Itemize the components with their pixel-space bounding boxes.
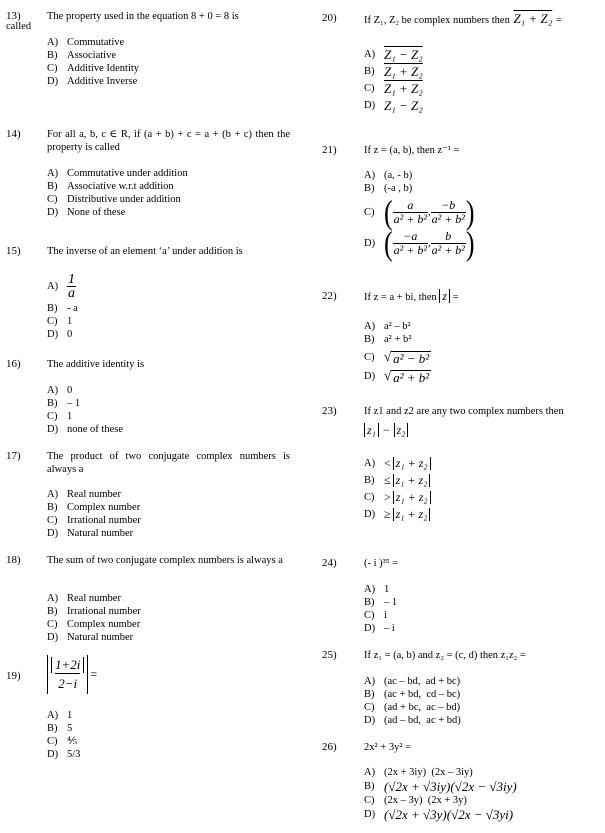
question-number: 22) <box>322 290 337 302</box>
option-c: C) ( $\frac{a}{\text{a² + b²}}$ , $\frac{-b}{\text{a² + b²}}$ ) <box>364 193 475 231</box>
option-d: D) Natural number <box>47 528 134 539</box>
options <box>47 36 139 88</box>
option-d: D) 5/3 <box>47 749 81 760</box>
options <box>364 169 475 262</box>
option-c: C) ⅘ <box>47 736 78 747</box>
option-a: A) a² – b² <box>364 321 411 332</box>
question-number: 26) <box>322 741 337 753</box>
option-c: C) 1 <box>47 411 73 422</box>
question-number: 17) <box>6 450 21 462</box>
question-text: The product of two conjugate complex numbers is always a <box>47 451 290 475</box>
options <box>47 384 123 436</box>
option-d: D) √ a² + b² <box>364 368 430 385</box>
modulus: z <box>439 289 450 303</box>
options <box>47 271 78 341</box>
option-c: C) > z₁ + z₂ <box>364 491 431 504</box>
option-a: A) 1 <box>364 584 390 595</box>
option-d: D) none of these <box>47 424 123 435</box>
option-a: A) Commutative under addition <box>47 168 188 179</box>
option-a: A) (ac – bd, ad + bc) <box>364 676 461 687</box>
options <box>47 488 141 540</box>
option-d: D) Z₁ − Z₂ <box>364 98 423 113</box>
question-text: If z = (a, b), then z⁻¹ = <box>364 145 460 156</box>
question-number: 19) <box>6 670 21 682</box>
option-c: C) 1 <box>47 316 73 327</box>
option-a: A) 0 <box>47 385 73 396</box>
option-d: D) Natural number <box>47 632 134 643</box>
question-text: If z = a + bi, then z = <box>364 289 459 303</box>
option-c: C) i <box>364 610 387 621</box>
question-number: 23) <box>322 405 337 417</box>
question-expression: z₁ − z₂ <box>364 421 408 439</box>
option-c: C) (ad + bc, ac – bd) <box>364 702 461 713</box>
option-b: B) - a <box>47 303 78 314</box>
question-number: 24) <box>322 557 337 569</box>
option-c: C) √ a² − b² <box>364 349 430 366</box>
option-b: B) Associative w.r.t addition <box>47 181 174 192</box>
option-d: D) (√2x + √3y)(√2x − √3yi) <box>364 807 514 822</box>
option-d: D) (ad – bd, ac + bd) <box>364 715 461 726</box>
option-a: A) Commutative <box>47 37 125 48</box>
option-b: B) Irrational number <box>47 606 141 617</box>
option-d: D) None of these <box>47 207 126 218</box>
option-c: C) Irrational number <box>47 515 141 526</box>
question-number: 16) <box>6 358 21 370</box>
question-number: 25) <box>322 649 337 661</box>
option-b: B) (-a , b) <box>364 183 413 194</box>
option-d: D) 0 <box>47 329 73 340</box>
option-a: A) Z₁ − Z₂ <box>364 47 423 62</box>
option-a: A) 1 <box>47 710 73 721</box>
question-text: The sum of two conjugate complex numbers is always a <box>47 555 283 566</box>
question-number: 15) <box>6 245 21 257</box>
question-text: For all a, b, c ∈ R, if (a + b) + c = a + (b + c) then the property is called <box>47 129 290 153</box>
option-a: A) (2x + 3iy) (2x – 3iy) <box>364 767 473 778</box>
question-expression: $\frac{1+2i}{2-i}$ = <box>47 655 97 694</box>
question-number: 13) <box>6 10 21 22</box>
option-d: D) ( $\frac{-a}{\text{a² + b²}}$ , $\frac{b}{\text{a² + b²}}$ ) <box>364 224 475 262</box>
option-b: B) ≤ z₁ + z₂ <box>364 474 431 487</box>
question-text: The property used in the equation 8 + 0 = 8 is <box>47 11 239 22</box>
options <box>47 167 188 219</box>
question-number: 20) <box>322 12 337 24</box>
question-text: 2x² + 3y² = <box>364 742 412 753</box>
question-text: (- i )³⁵ = <box>364 558 399 569</box>
option-b: B) – 1 <box>47 398 81 409</box>
option-c: C) Distributive under addition <box>47 194 181 205</box>
question-number: 21) <box>322 144 337 156</box>
option-c: C) Complex number <box>47 619 141 630</box>
question-text: If z1 and z2 are any two complex numbers then <box>364 406 564 417</box>
conjugate-expression: Z₁ + Z₂ <box>513 11 553 26</box>
question-number: 18) <box>6 554 21 566</box>
option-b: B) Associative <box>47 50 116 61</box>
option-b: B) Complex number <box>47 502 141 513</box>
question-text: The inverse of an element ‘a’ under addition is <box>47 246 243 257</box>
option-a: A) Real number <box>47 593 121 604</box>
question-number: 14) <box>6 128 21 140</box>
question-text: The additive identity is <box>47 359 145 370</box>
options <box>364 320 431 386</box>
question-text: If Z₁, Z₂ be complex numbers then Z₁ + Z₂ = <box>364 11 562 26</box>
option-b: B) (√2x + √3iy)(√2x − √3iy) <box>364 779 517 794</box>
fraction: $\frac{1}{a}$ <box>68 272 75 301</box>
question-text-continuation: called <box>6 21 32 32</box>
option-a: A) $\frac{1}{a}$ <box>47 272 75 301</box>
options <box>364 44 423 116</box>
option-b: B) a² + b² <box>364 334 412 345</box>
option-b: B) (ac + bd, cd – bc) <box>364 689 461 700</box>
option-d: D) – i <box>364 623 395 634</box>
options <box>364 675 461 727</box>
option-b: B) – 1 <box>364 597 398 608</box>
question-text: If z₁ = (a, b) and z₂ = (c, d) then z₁z₂ = <box>364 650 526 661</box>
fraction: $\frac{1+2i}{2-i}$ <box>51 657 84 692</box>
option-c: C) Z₁ + Z₂ <box>364 81 423 96</box>
option-d: D) Additive Inverse <box>47 76 138 87</box>
options <box>364 765 517 822</box>
option-d: D) ≥ z₁ + z₂ <box>364 508 431 521</box>
options <box>47 709 80 761</box>
option-a: A) < z₁ + z₂ <box>364 457 431 470</box>
option-a: A) Real number <box>47 489 121 500</box>
option-c: C) (2x – 3y) (2x + 3y) <box>364 795 467 806</box>
options <box>47 592 141 644</box>
option-c: C) Additive Identity <box>47 63 140 74</box>
option-a: A) (a, - b) <box>364 170 413 181</box>
options <box>364 583 397 635</box>
option-b: B) 5 <box>47 723 73 734</box>
options <box>364 453 431 525</box>
option-b: B) Z₁ + Z₂ <box>364 64 423 79</box>
absolute-value <box>47 655 88 694</box>
